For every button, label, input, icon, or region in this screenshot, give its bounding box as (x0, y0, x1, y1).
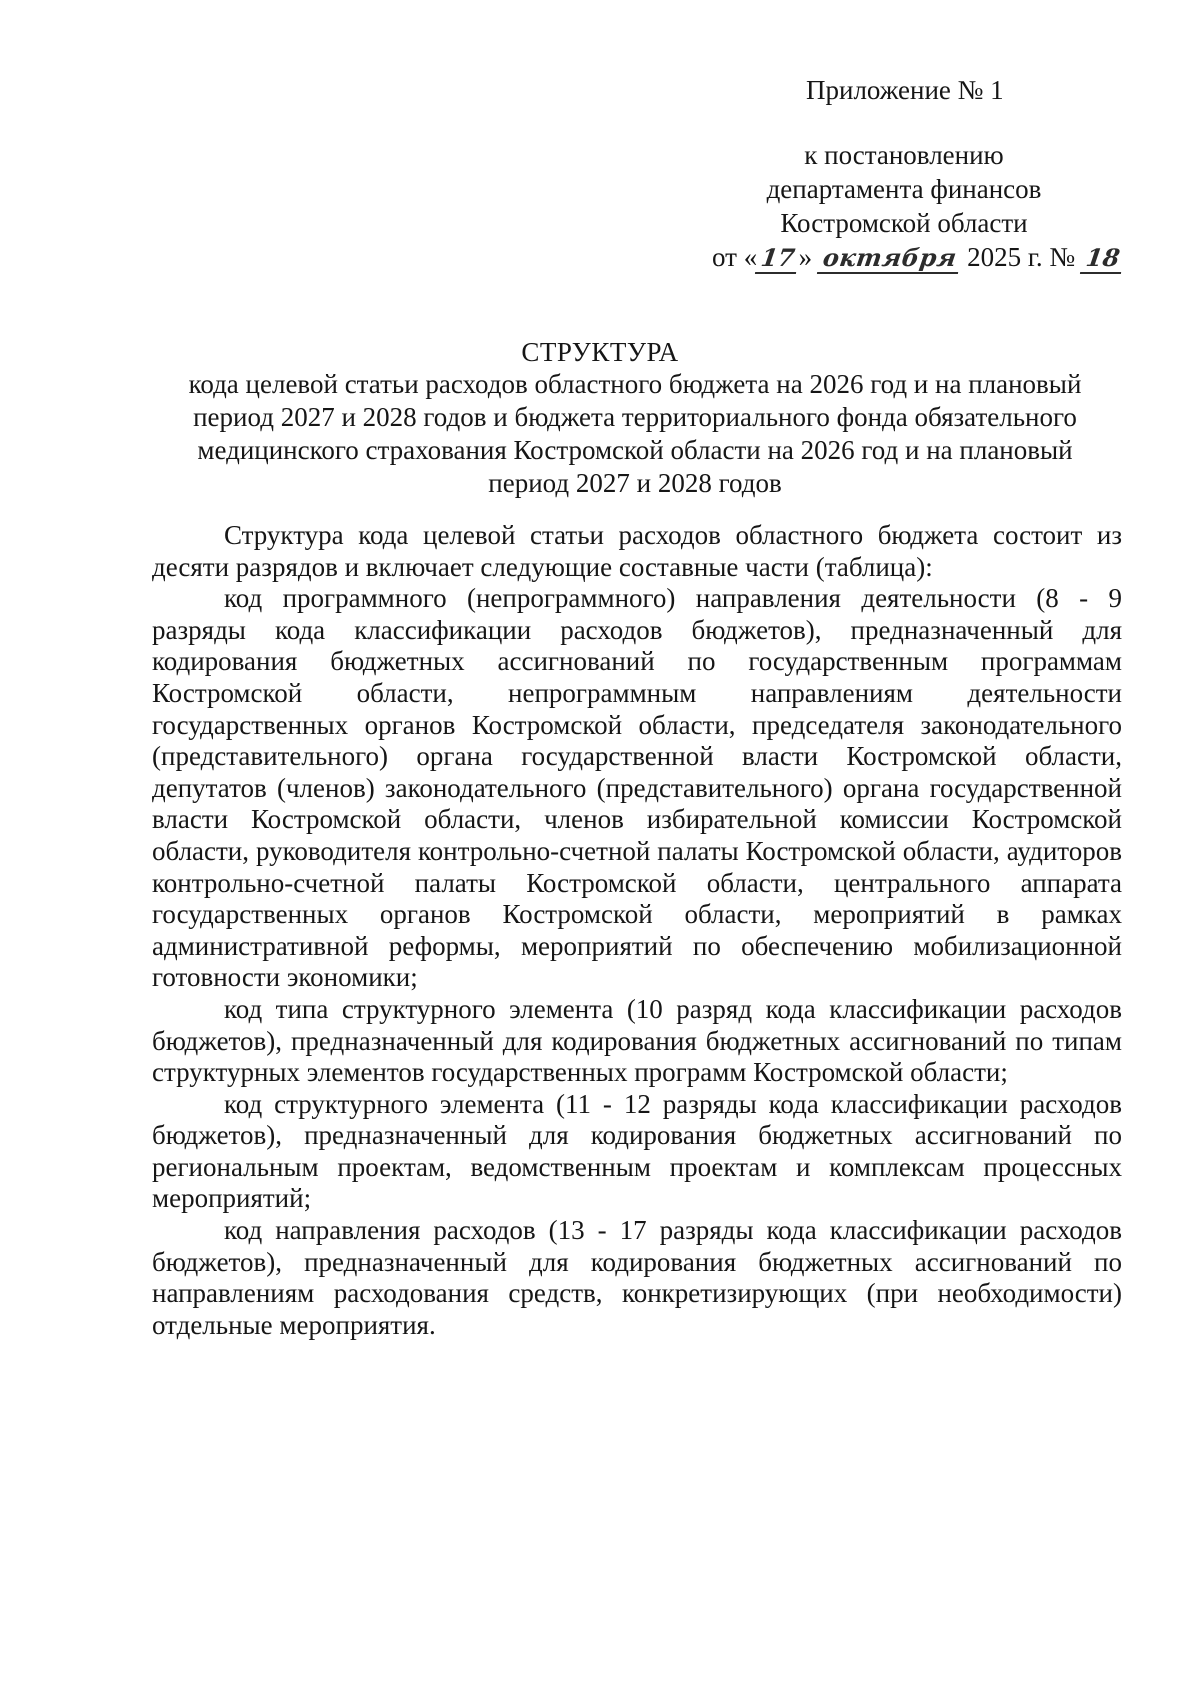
handwritten-day: 17 (755, 244, 801, 274)
document-subtitle (150, 368, 1120, 500)
body-paragraph: код типа структурного элемента (10 разряд кода классификации расходов бюджетов), предназначенный для кодирования бюджетных ассигнований по типам структурных элементов государственных программ Костромской области; (152, 993, 1122, 1088)
document-title: СТРУКТУРА (521, 337, 679, 367)
appendix-line-1: к постановлению (804, 140, 1004, 170)
appendix-line-2: департамента финансов (766, 174, 1042, 204)
document-body (152, 520, 1122, 1341)
subtitle-line: медицинского страхования Костромской области на 2026 год и на плановый (197, 435, 1073, 465)
appendix-reference (754, 138, 1054, 240)
subtitle-line: период 2027 и 2028 годов и бюджета территориального фонда обязательного (193, 402, 1077, 432)
date-quote-close: » (798, 242, 813, 272)
date-year: 2025 г. № (967, 242, 1076, 272)
handwritten-number: 18 (1080, 244, 1126, 274)
appendix-title: Приложение № 1 (806, 75, 1004, 105)
appendix-date-line (712, 240, 1123, 274)
handwritten-month: октября (817, 244, 963, 274)
subtitle-line: период 2027 и 2028 годов (488, 468, 782, 498)
subtitle-line: кода целевой статьи расходов областного бюджета на 2026 год и на плановый (188, 369, 1082, 399)
body-paragraph: код направления расходов (13 - 17 разряды кода классификации расходов бюджетов), предназначенный для кодирования бюджетных ассигнований по направлениям расходования средств, конкретизирующих (при необходимости) отдельные мероприятия. (152, 1215, 1122, 1340)
date-prefix: от « (712, 242, 758, 272)
body-paragraph: код программного (непрограммного) направления деятельности (8 - 9 разряды кода классификации расходов бюджетов), предназначенный для кодирования бюджетных ассигнований по государственным программам Костромской области, непрограммным направлениям деятельности государственных органов Костромской области, председателя законодательного (представительного) органа государственной власти Костромской области, депутатов (членов) законодательного (представительного) органа государственной власти Костромской области, членов избирательной комиссии Костромской области, руководителя контрольно-счетной палаты Костромской области, аудиторов контрольно-счетной палаты Костромской области, центрального аппарата государственных органов Костромской области, мероприятий в рамках административной реформы, мероприятий по обеспечению мобилизационной готовности экономики; (152, 583, 1122, 993)
body-paragraph: Структура кода целевой статьи расходов областного бюджета состоит из десяти разрядов и включает следующие составные части (таблица): (152, 520, 1122, 582)
body-paragraph: код структурного элемента (11 - 12 разряды кода классификации расходов бюджетов), предназначенный для кодирования бюджетных ассигнований по региональным проектам, ведомственным проектам и комплексам процессных мероприятий; (152, 1088, 1122, 1214)
appendix-line-3: Костромской области (780, 208, 1028, 238)
